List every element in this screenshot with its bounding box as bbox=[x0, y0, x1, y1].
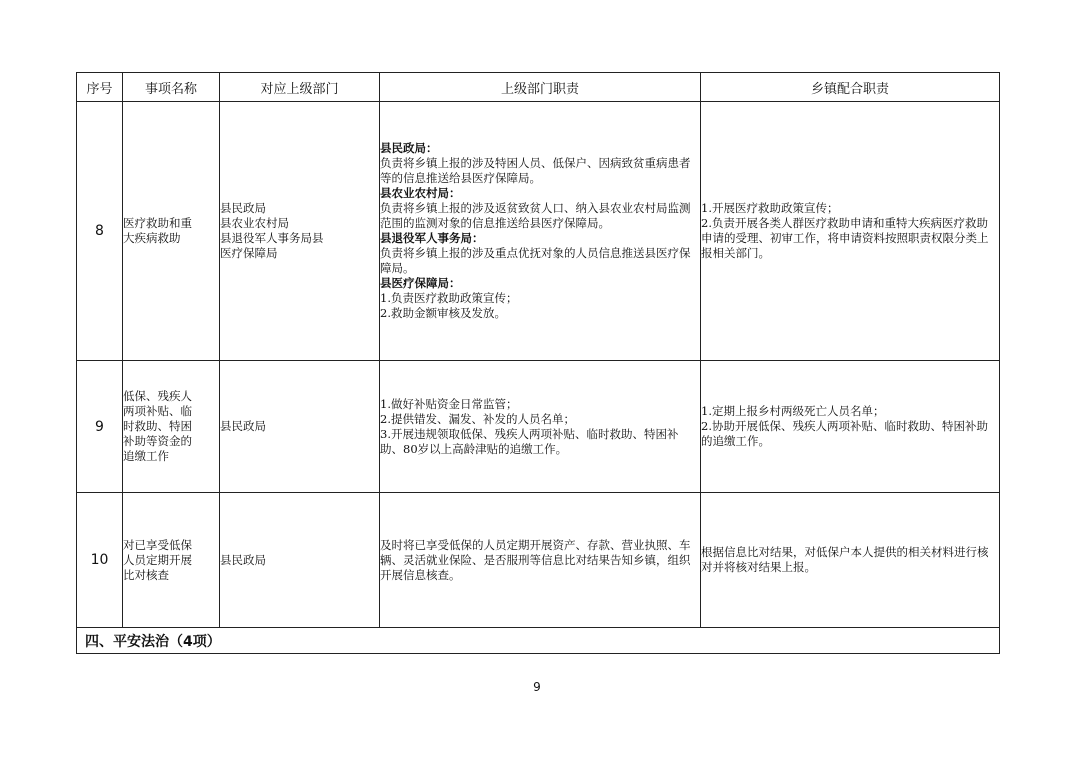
row-number: 9 bbox=[77, 361, 123, 493]
duty-heading: 县农业农村局： bbox=[380, 186, 461, 200]
coop-text: 2.负责开展各类人群医疗救助申请和重特大疾病医疗救助申请的受理、初审工作，将申请资料按照职责权限分类上报相关部门。 bbox=[701, 216, 989, 260]
item-name-line: 对已享受低保 bbox=[123, 537, 192, 552]
item-name-line: 低保、残疾人 bbox=[123, 389, 192, 403]
coop-text: 1.定期上报乡村两级死亡人员名单； bbox=[701, 404, 885, 418]
duty-text: 及时将已享受低保的人员定期开展资产、存款、营业执照、车辆、灵活就业保险、是否服刑等信息比对结果告知乡镇，组织开展信息核查。 bbox=[380, 537, 691, 582]
item-name-cell bbox=[123, 361, 220, 493]
duty-text: 负责将乡镇上报的涉及特困人员、低保户、因病致贫重病患者等的信息推送给县医疗保障局。 bbox=[380, 156, 691, 185]
item-name-line: 追缴工作 bbox=[123, 449, 169, 463]
header-no: 序号 bbox=[77, 73, 123, 102]
header-item-name: 事项名称 bbox=[123, 73, 220, 102]
dept-line: 医疗保障局 bbox=[220, 246, 278, 260]
coop-cell bbox=[701, 102, 1000, 361]
item-name-line: 医疗救助和重 bbox=[123, 216, 192, 230]
duty-heading: 县民政局： bbox=[380, 141, 438, 155]
page-number: 9 bbox=[533, 680, 541, 694]
duty-text: 1.负责医疗救助政策宣传； bbox=[380, 291, 518, 305]
duty-cell bbox=[380, 493, 701, 628]
coop-text: 1.开展医疗救助政策宣传； bbox=[701, 201, 839, 215]
item-name-line: 人员定期开展 bbox=[123, 552, 192, 567]
dept-cell bbox=[220, 493, 380, 628]
dept-line: 县退役军人事务局县 bbox=[220, 231, 324, 245]
duty-text: 负责将乡镇上报的涉及返贫致贫人口、纳入县农业农村局监测范围的监测对象的信息推送给县医疗保障局。 bbox=[380, 201, 691, 230]
duty-heading: 县医疗保障局： bbox=[380, 276, 461, 290]
section-row bbox=[77, 628, 1000, 654]
duty-text: 负责将乡镇上报的涉及重点优抚对象的人员信息推送县医疗保障局。 bbox=[380, 246, 691, 275]
item-name-line: 两项补贴、临 bbox=[123, 404, 192, 418]
table-row bbox=[77, 102, 1000, 361]
duty-text: 2.提供错发、漏发、补发的人员名单； bbox=[380, 411, 575, 426]
item-name-line: 大疾病救助 bbox=[123, 231, 181, 245]
item-name-cell bbox=[123, 493, 220, 628]
item-name-line: 时救助、特困 bbox=[123, 419, 192, 433]
duty-text: 3.开展违规领取低保、残疾人两项补贴、临时救助、特困补助、80岁以上高龄津贴的追缴工作。 bbox=[380, 426, 679, 456]
duty-table bbox=[76, 72, 1000, 654]
dept-cell bbox=[220, 102, 380, 361]
coop-text: 根据信息比对结果，对低保户本人提供的相关材料进行核对并将核对结果上报。 bbox=[701, 545, 989, 574]
duty-text: 1.做好补贴资金日常监管； bbox=[380, 396, 518, 411]
table-header-row bbox=[77, 73, 1000, 102]
item-name-line: 补助等资金的 bbox=[123, 434, 192, 448]
item-name-line: 比对核查 bbox=[123, 567, 169, 582]
row-number: 8 bbox=[77, 102, 123, 361]
dept-line: 县民政局 bbox=[220, 419, 266, 433]
dept-line: 县民政局 bbox=[220, 552, 266, 567]
duty-cell bbox=[380, 361, 701, 493]
row-number: 10 bbox=[77, 493, 123, 628]
dept-line: 县民政局 bbox=[220, 201, 266, 215]
table-row bbox=[77, 493, 1000, 628]
duty-heading: 县退役军人事务局： bbox=[380, 231, 484, 245]
item-name-cell bbox=[123, 102, 220, 361]
duty-cell bbox=[380, 102, 701, 361]
coop-cell bbox=[701, 361, 1000, 493]
header-town-duty: 乡镇配合职责 bbox=[701, 73, 1000, 102]
header-superior-duty: 上级部门职责 bbox=[380, 73, 701, 102]
coop-cell bbox=[701, 493, 1000, 628]
table-row bbox=[77, 361, 1000, 493]
dept-line: 县农业农村局 bbox=[220, 216, 289, 230]
dept-cell bbox=[220, 361, 380, 493]
coop-text: 2.协助开展低保、残疾人两项补贴、临时救助、特困补助的追缴工作。 bbox=[701, 419, 988, 448]
header-superior-dept: 对应上级部门 bbox=[220, 73, 380, 102]
duty-text: 2.救助金额审核及发放。 bbox=[380, 306, 506, 320]
section-heading: 四、平安法治（4项） bbox=[77, 628, 1000, 654]
